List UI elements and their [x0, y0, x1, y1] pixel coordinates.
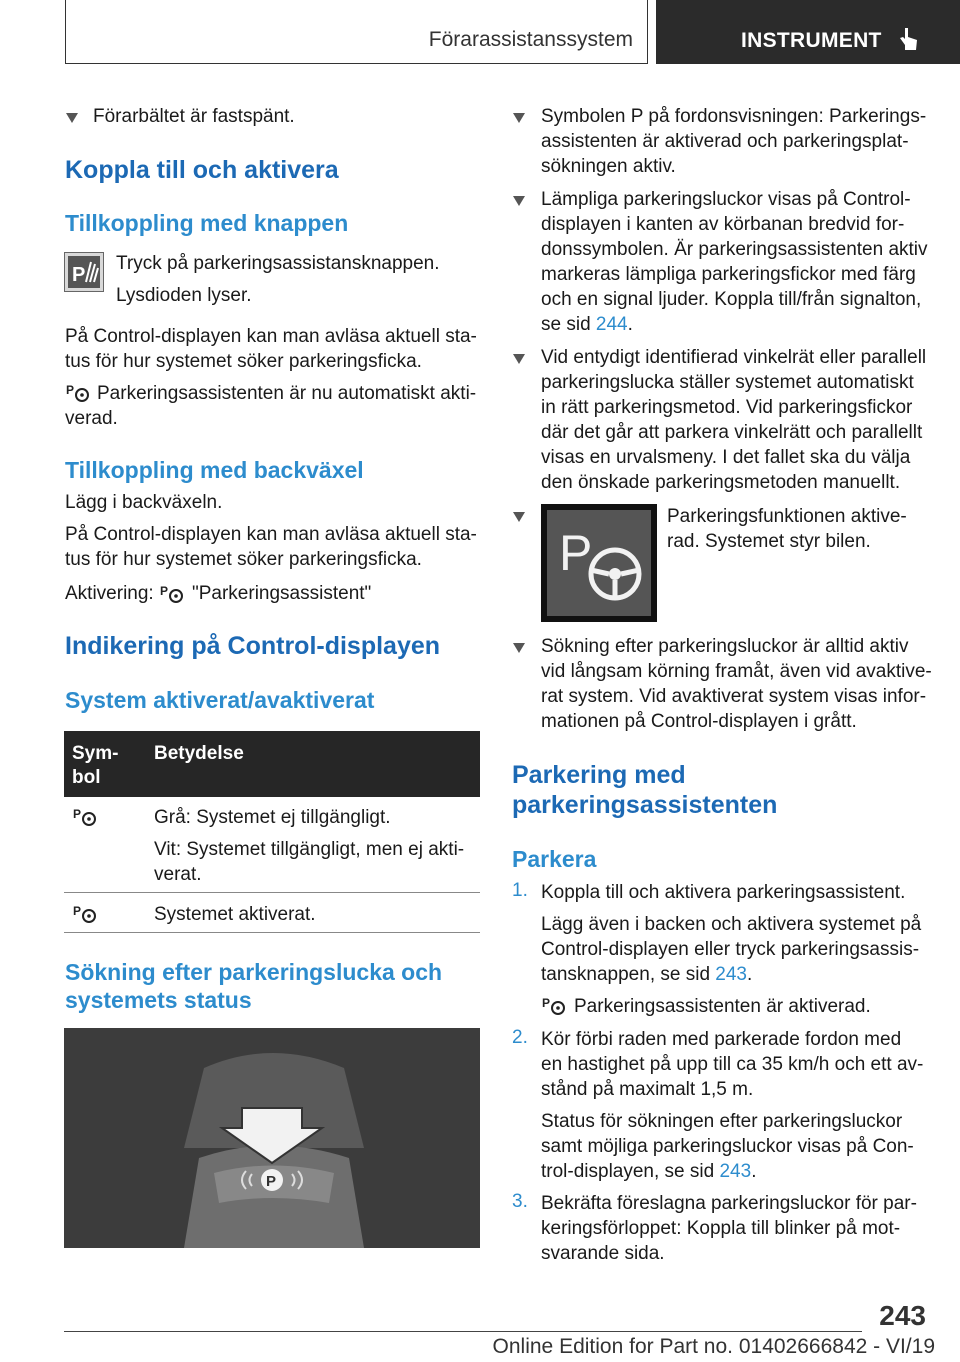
svg-text:P: P	[72, 264, 86, 286]
parking-steering-icon	[541, 504, 657, 622]
table-cell: Vit: Systemet tillgängligt, men ej akti-	[154, 839, 465, 860]
page-link-243[interactable]: 243	[719, 1161, 752, 1182]
paragraph-line: Lägg i backväxeln.	[65, 492, 223, 513]
page-link-243[interactable]: 243	[715, 964, 747, 985]
heading-button: Tillkoppling med knappen	[65, 210, 349, 236]
paragraph-line: mationen på Control-displayen i grått.	[541, 711, 857, 732]
paragraph-line: Parkeringsassistenten är nu automatiskt akti-	[97, 383, 477, 404]
svg-text:P: P	[266, 1173, 277, 1190]
paragraph-line: sökningen aktiv.	[541, 156, 676, 177]
table-divider	[64, 892, 480, 893]
col-symbol-header: Sym-	[72, 743, 119, 764]
paragraph-line: Parkeringsfunktionen aktive-	[667, 506, 907, 527]
paragraph-line: Bekräfta föreslagna parkeringsluckor för par-	[541, 1193, 917, 1214]
parking-assistant-active-icon	[72, 904, 98, 924]
paragraph-line: Control-displayen eller tryck parkeringsassis-	[541, 939, 920, 960]
table-cell: Systemet aktiverat.	[154, 904, 316, 925]
page-number: 243	[879, 1300, 926, 1331]
paragraph-line: rad. Systemet styr bilen.	[667, 531, 871, 552]
header-chapter-tab[interactable]	[656, 0, 960, 64]
bullet-triangle-icon	[513, 196, 525, 206]
paragraph-line: displayen i kanten av körbanan bredvid for-	[541, 214, 905, 235]
svg-text:P: P	[542, 996, 551, 1010]
table-header	[64, 731, 480, 797]
footer-divider	[64, 1331, 862, 1332]
paragraph-line: in rätt parkeringsmetod. Vid parkeringsfickor	[541, 397, 913, 418]
paragraph-line: Lägg även i backen och aktivera systemet på	[541, 914, 922, 935]
table-cell: verat.	[154, 864, 202, 885]
paragraph-line: På Control-displayen kan man avläsa aktuell sta-	[65, 524, 477, 545]
bullet-text: Förarbältet är fastspänt.	[93, 106, 295, 127]
paragraph-line: På Control-displayen kan man avläsa aktuell sta-	[65, 326, 477, 347]
paragraph-line: Symbolen P på fordonsvisningen: Parkerings-	[541, 106, 927, 127]
heading-status: System aktiverat/avaktiverat	[65, 687, 375, 713]
col-meaning-header: Betydelse	[154, 743, 244, 764]
paragraph-line: Koppla till och aktivera parkeringsassistent.	[541, 882, 906, 903]
ref-prefix: se sid	[541, 314, 591, 335]
paragraph-line: och en signal ljuder. Koppla till/från signalton,	[541, 289, 922, 310]
heading-park: Parkera	[512, 846, 597, 872]
paragraph-line: samt möjliga parkeringsluckor visas på Con-	[541, 1136, 914, 1157]
bullet-triangle-icon	[513, 113, 525, 123]
footer-edition: Online Edition for Part no. 01402666842 - VI/19	[492, 1335, 935, 1358]
paragraph-line: parkeringslucka ställer systemet automatiskt	[541, 372, 914, 393]
heading-reverse: Tillkoppling med backväxel	[65, 457, 364, 483]
table-cell: Grå: Systemet ej tillgängligt.	[154, 807, 391, 828]
heading-search: systemets status	[65, 987, 252, 1013]
paragraph-line: där det går att parkera vinkelrätt och parallellt	[541, 422, 923, 443]
paragraph-line: donssymbolen. Är parkeringsassistenten aktiv	[541, 239, 928, 260]
button-instruction: Tryck på parkeringsassistansknappen.	[116, 253, 440, 274]
paragraph-line: markeras lämpliga parkeringsfickor med färg	[541, 264, 916, 285]
page-link-244[interactable]: 244	[595, 314, 628, 335]
paragraph-line: Sökning efter parkeringsluckor är alltid aktiv	[541, 636, 909, 657]
parking-assistant-icon	[72, 807, 98, 827]
paragraph-line: stånd på maximalt 1,5 m.	[541, 1079, 754, 1100]
paragraph-line: rat system. Vid avaktiverat system visas infor-	[541, 686, 927, 707]
paragraph-line: en hastighet på upp till ca 35 km/h och ett av-	[541, 1054, 924, 1075]
col-symbol-header: bol	[72, 767, 101, 788]
paragraph-line: se sid 244.	[541, 314, 633, 335]
svg-text:P: P	[73, 904, 82, 918]
bullet-triangle-icon	[513, 643, 525, 653]
parking-search-illustration	[64, 1028, 480, 1248]
paragraph-line: Status för sökningen efter parkeringsluckor	[541, 1111, 903, 1132]
hand-pointer-icon	[896, 26, 920, 52]
header-section-title: Förarassistanssystem	[428, 28, 633, 51]
bullet-triangle-icon	[513, 354, 525, 364]
svg-text:P: P	[160, 584, 169, 598]
paragraph-line: svarande sida.	[541, 1243, 665, 1264]
heading-search: Sökning efter parkeringslucka och	[65, 959, 443, 985]
heading-connect-activate: Koppla till och aktivera	[65, 156, 339, 184]
paragraph-line: trol-displayen, se sid 243.	[541, 1161, 757, 1182]
heading-indication: Indikering på Control-displayen	[65, 632, 441, 660]
table-divider	[64, 932, 480, 933]
ref-prefix: tansknappen, se sid	[541, 964, 711, 985]
paragraph-line: Parkeringsassistenten är aktiverad.	[574, 996, 871, 1017]
paragraph-line: keringsförloppet: Koppla till blinker på mot-	[541, 1218, 901, 1239]
led-text: Lysdioden lyser.	[116, 285, 252, 306]
paragraph-line: tus för hur systemet söker parkeringsficka.	[65, 549, 422, 570]
svg-text:P: P	[66, 383, 75, 397]
paragraph-line: verad.	[65, 408, 118, 429]
header-section-box	[65, 0, 648, 64]
bullet-triangle-icon	[513, 512, 525, 522]
ref-prefix: trol-displayen, se sid	[541, 1161, 715, 1182]
paragraph-line: visas en urvalsmeny. I det fallet ska du välja	[541, 447, 911, 468]
svg-text:P: P	[559, 525, 593, 581]
parking-assist-button-icon	[64, 252, 104, 292]
heading-parking: parkeringsassistenten	[512, 791, 778, 819]
step-number: 1.	[512, 880, 528, 901]
paragraph-line: Vid entydigt identifierad vinkelrät eller parallell	[541, 347, 927, 368]
paragraph-line: tus för hur systemet söker parkeringsficka.	[65, 351, 422, 372]
paragraph-line: Lämpliga parkeringsluckor visas på Control-	[541, 189, 911, 210]
parking-assistant-icon	[159, 584, 185, 604]
step-number: 2.	[512, 1027, 528, 1048]
paragraph-line: tansknappen, se sid 243.	[541, 964, 753, 985]
svg-text:P: P	[73, 807, 82, 821]
bullet-triangle-icon	[66, 113, 78, 123]
parking-assistant-icon	[65, 383, 91, 403]
activation-value: "Parkeringsassistent"	[192, 583, 372, 604]
paragraph-line: den önskade parkeringsmetoden manuellt.	[541, 472, 901, 493]
paragraph-line: Kör förbi raden med parkerade fordon med	[541, 1029, 902, 1050]
heading-parking: Parkering med	[512, 761, 686, 789]
paragraph-line: assistenten är aktiverad och parkeringsplat-	[541, 131, 909, 152]
paragraph-line: vid långsam körning framåt, även vid avaktive-	[541, 661, 932, 682]
activation-label: Aktivering:	[65, 583, 154, 604]
parking-assistant-icon	[541, 996, 567, 1016]
header-chapter-title: INSTRUMENT	[741, 29, 882, 52]
step-number: 3.	[512, 1191, 528, 1212]
